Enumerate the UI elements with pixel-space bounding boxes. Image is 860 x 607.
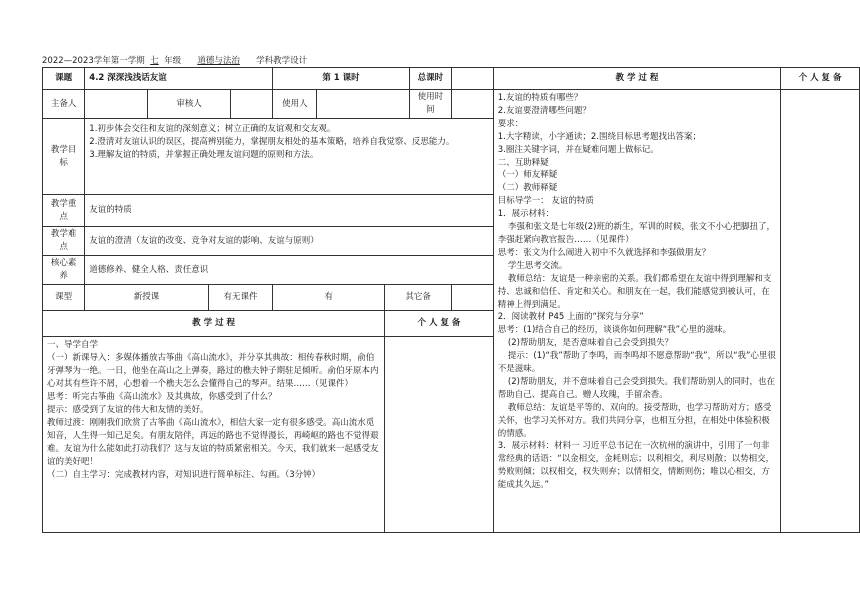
preparer-label: 主备人 [43,90,85,119]
courseware-value: 有 [273,285,385,311]
lesson-label: 课题 [43,68,85,90]
user-label: 使用人 [273,90,317,119]
process-line: 提示：感受到了友谊的伟大和友情的美好。 [47,405,209,415]
literacy-label: 核心素养 [43,256,85,285]
personal-header-left: 个 人 复 备 [385,311,493,337]
goal-item: 2.澄清对友谊认识的误区，提高辨别能力，掌握朋友相处的基本策略，培养自我觉察、反思能力。 [89,137,455,147]
lesson-plan-table [42,67,860,533]
process-line: 教师总结：友谊是一种亲密的关系。我们都希望在友谊中得到理解和支持、忠诚和信任、肯定和关心。和朋友在一起，我们能感觉到被认可，在精神上得到满足。 [497,273,772,310]
difficulties-label: 教学难点 [43,227,85,256]
process-line: （二）教师释疑 [497,183,558,194]
goal-item: 1.初步体会交往和友谊的深刻意义；树立正确的友谊观和交友观。 [89,124,336,134]
process-line: 1．展示材料： [497,209,555,220]
use-time-value [452,90,494,119]
process-line: 1.大字精读，小字通读；2.围绕目标思考题找出答案； [497,131,701,142]
header-year-suffix: 学年第一学期 [93,56,145,66]
goals-content [85,119,493,195]
total-periods-label: 总课时 [409,68,451,90]
document-header [42,54,307,66]
goals-label: 教学目标 [43,119,85,195]
course-type-value: 新授课 [85,285,208,311]
process-line: 要求： [497,118,524,129]
process-content-left [43,337,385,533]
process-line: 3．展示材料：材料一 习近平总书记在一次杭州的演讲中，引用了一句非常经典的话语：“以金相交，金耗则忘；以利相交，利尽则散；以势相交，势败则倾；以权相交，权失则弃；以情相交，情断则伤；唯以心相交，方能成其久远。” [497,441,775,491]
process-line: 3.圈注关键字词，并在疑难问题上做标记。 [497,144,659,155]
reviewer-value [231,90,273,119]
header-subject: 道德与法治 [197,56,240,66]
courseware-label: 有无课件 [208,285,273,311]
process-content-right [493,90,780,533]
process-line: 二、互助释疑 [497,157,549,168]
use-time-label: 使用时间 [409,90,451,119]
reviewer-label: 审核人 [147,90,231,119]
other-prep-value [452,285,494,311]
header-year: 2022—2023 [42,56,94,66]
total-periods-value [452,68,494,90]
process-header-left: 教 学 过 程 [43,311,385,337]
header-title-suffix: 学科教学设计 [256,56,308,66]
lesson-title: 4.2 深深浅浅话友谊 [85,68,273,90]
process-line: 教师过渡：刚刚我们欣赏了古筝曲《高山流水》，相信大家一定有很多感受。高山流水觅知音，人生得一知己足矣。有朋友陪伴，再远的路也不觉得漫长，再崎岖的路也不觉得艰难。友谊为什么能如此打动我们？这与友谊的特质紧密相关。今天，我们就来一起感受友谊的美好吧！ [47,418,379,467]
process-line: 1.友谊的特质有哪些？ [497,93,583,103]
header-grade-suffix: 年级 [164,56,182,66]
process-line: 一、导学自学 [47,340,99,350]
process-line: 学生思考交流。 [507,260,568,271]
literacy-value: 道德修养、健全人格、责任意识 [85,256,493,285]
process-line: 思考：张文为什么闹进入初中不久就选择和李强做朋友？ [497,247,711,258]
process-line: (2)帮助朋友，并不意味着自己会受到损失。我们帮助别人的同时，也在帮助自己、提高自己。赠人玫瑰，手留余香。 [497,376,775,400]
process-line: 2.友谊要澄清哪些问题？ [497,105,591,116]
process-line: （一）新课导入：多媒体播放古筝曲《高山流水》，并分享其典故：相传春秋时期，俞伯牙弹琴为一绝。一日，他坐在高山之上弹奏，路过的樵夫钟子期驻足倾听。俞伯牙原本内心对其有些许不屑，心想着一个樵夫怎么会懂得自己的琴声。结果……（见课件） [47,353,379,389]
personal-header-right: 个 人 复 备 [781,68,860,90]
user-value [317,90,409,119]
process-line: 思考：听完古筝曲《高山流水》及其典故，你感受到了什么？ [47,392,277,402]
header-grade: 七 [150,56,159,66]
other-prep-label: 其它备 [385,285,452,311]
process-header-right: 教 学 过 程 [493,68,780,90]
process-line: 思考：(1)结合自己的经历，谈谈你如何理解“我”心里的滋味。 [497,325,732,336]
process-line: （二）自主学习：完成教材内容，对知识进行简单标注、勾画。（3分钟） [47,470,321,480]
personal-notes-right [781,90,860,533]
lesson-period: 第 1 课时 [273,68,409,90]
process-line: 教师总结：友谊是平等的、双向的。接受帮助，也学习帮助对方；感受关怀，也学习关怀对方。我们共同分享，也相互分担，在相处中体验积极的情感。 [497,402,772,439]
process-line: 提示：(1)“我”帮助了李鸣，而李鸣却不愿意帮助“我”，所以“我”心里很不是滋味。 [497,351,776,375]
preparer-value [85,90,148,119]
course-type-label: 课型 [43,285,85,311]
difficulties-value: 友谊的澄清（友谊的改变、竞争对友谊的影响、友谊与原则） [85,227,493,256]
process-line: 李强和张文是七年级(2)班的新生，军训的时候，张文不小心把脚扭了，李强赶紧向教官报告……（见课件） [497,222,775,245]
process-line: 目标导学一： 友谊的特质 [497,196,594,207]
process-line: （一）师友释疑 [497,170,558,181]
goal-item: 3.理解友谊的特质，并掌握正确处理友谊问题的原则和方法。 [89,150,319,160]
key-points-label: 教学重点 [43,195,85,227]
key-points-value: 友谊的特质 [85,195,493,227]
process-line: (2)帮助朋友，是否意味着自己会受到损失？ [507,338,673,349]
personal-notes-left [385,337,493,533]
process-line: 2．阅读教材 P45 上面的“探究与分享” [497,312,644,323]
